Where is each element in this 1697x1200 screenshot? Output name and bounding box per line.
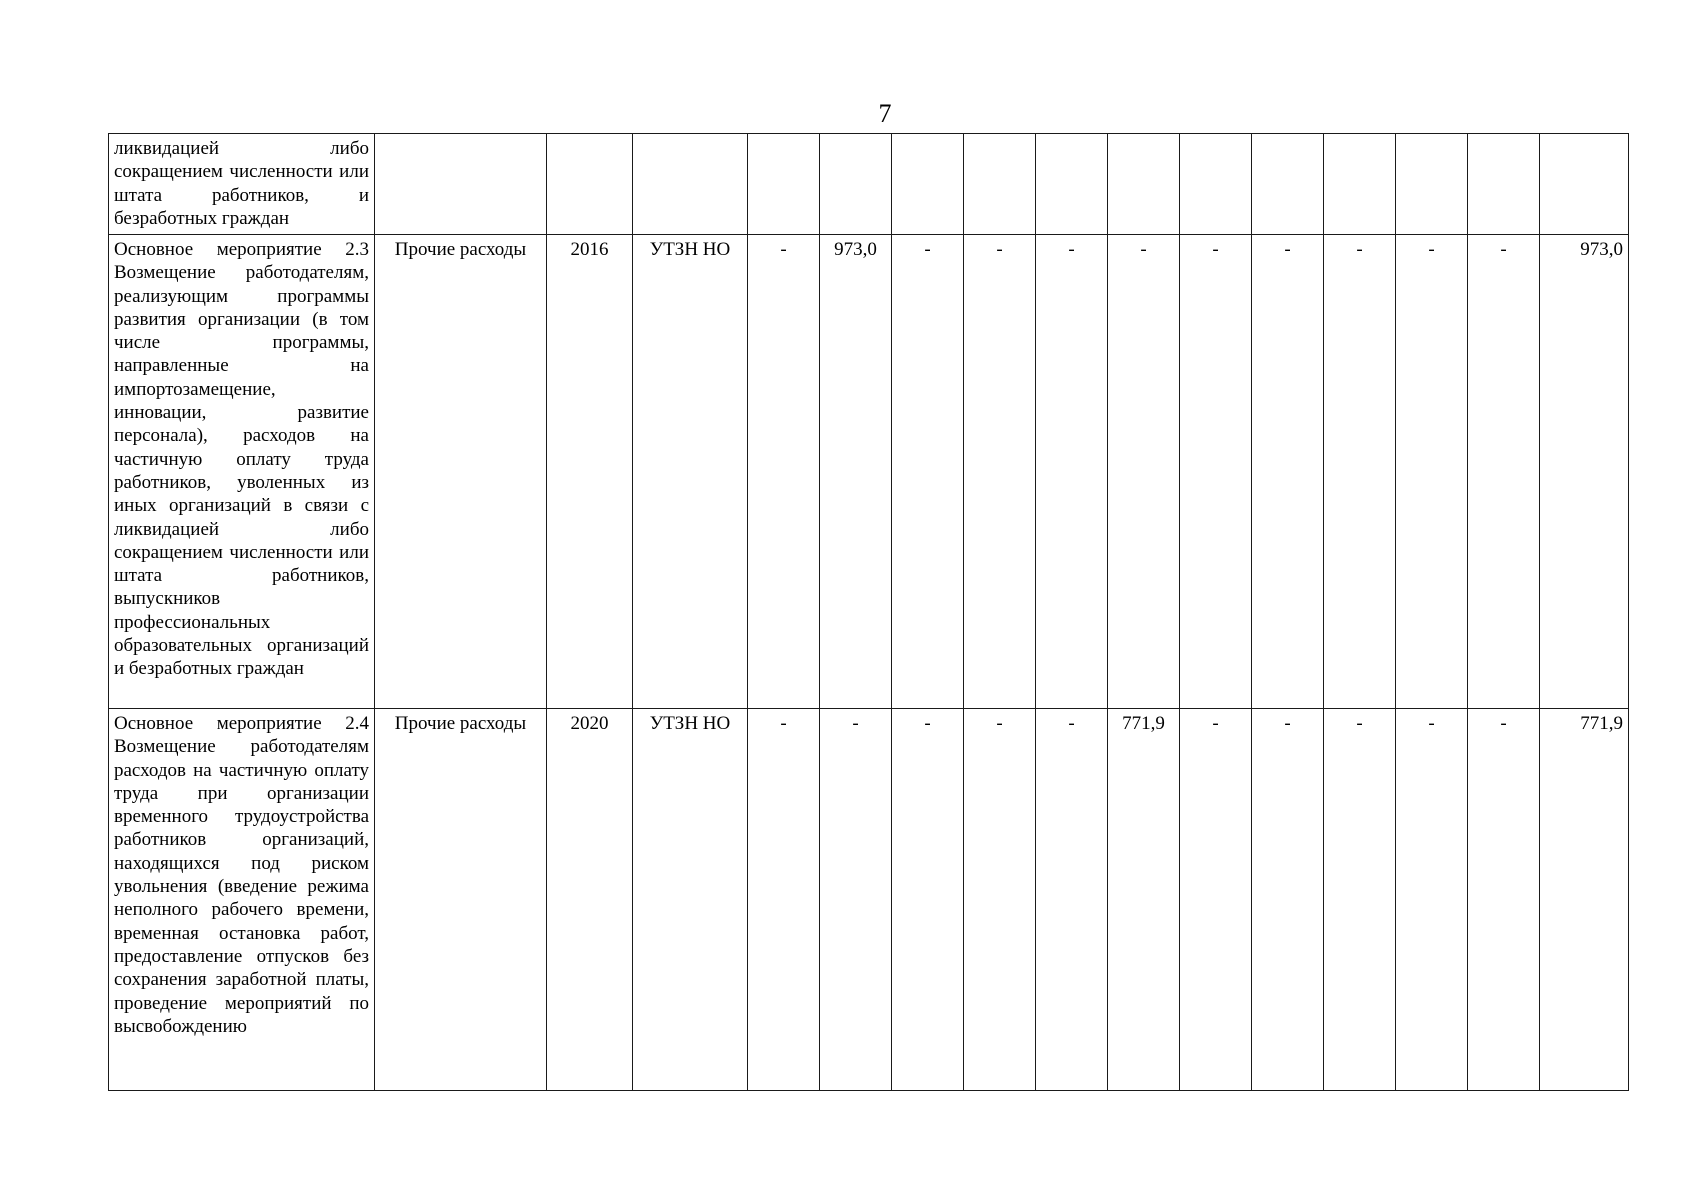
year-cell: 2016 <box>547 235 633 709</box>
value-cell: - <box>892 235 964 709</box>
value-cell <box>748 134 820 235</box>
table-row <box>109 235 1629 709</box>
value-cell <box>1468 134 1540 235</box>
value-cell <box>1180 134 1252 235</box>
total-cell: 771,9 <box>1540 709 1629 1091</box>
activity-description: ликвидацией либо сокращением численности или штата работников, и безработных граждан <box>109 134 375 235</box>
table-row <box>109 709 1629 1091</box>
executor-cell: УТЗН НО <box>633 709 748 1091</box>
value-cell: - <box>1252 235 1324 709</box>
expense-type-cell <box>375 134 547 235</box>
activity-description: Основное мероприятие 2.3 Возмещение работодателям, реализующим программы развития организации (в том числе программы, направленные на импортозамещение, инновации, развитие персонала), расходов на частичную оплату труда работников, уволенных из иных организаций в связи с ликвидацией либо сокращением численности или штата работников, выпускников профессиональных образовательных организаций и безработных граждан <box>109 235 375 709</box>
value-cell: - <box>1108 235 1180 709</box>
value-cell <box>1108 134 1180 235</box>
value-cell <box>1036 134 1108 235</box>
total-cell <box>1540 134 1629 235</box>
value-cell: - <box>964 709 1036 1091</box>
value-cell <box>892 134 964 235</box>
executor-cell: УТЗН НО <box>633 235 748 709</box>
value-cell <box>1324 134 1396 235</box>
value-cell: - <box>1324 709 1396 1091</box>
page-number: 7 <box>878 99 892 128</box>
expense-type-cell: Прочие расходы <box>375 709 547 1091</box>
value-cell: - <box>1180 709 1252 1091</box>
executor-cell <box>633 134 748 235</box>
value-cell: - <box>1036 709 1108 1091</box>
program-table <box>108 133 1629 1091</box>
value-cell: 771,9 <box>1108 709 1180 1091</box>
value-cell: - <box>748 235 820 709</box>
value-cell: - <box>1180 235 1252 709</box>
year-cell: 2020 <box>547 709 633 1091</box>
table-row <box>109 134 1629 235</box>
total-cell: 973,0 <box>1540 235 1629 709</box>
activity-description: Основное мероприятие 2.4 Возмещение работодателям расходов на частичную оплату труда при организации временного трудоустройства работников организаций, находящихся под риском увольнения (введение режима неполного рабочего времени, временная остановка работ, предоставление отпусков без сохранения заработной платы, проведение мероприятий по высвобождению <box>109 709 375 1091</box>
value-cell: - <box>1396 709 1468 1091</box>
value-cell: - <box>964 235 1036 709</box>
value-cell <box>964 134 1036 235</box>
value-cell: - <box>892 709 964 1091</box>
value-cell <box>820 134 892 235</box>
value-cell <box>1396 134 1468 235</box>
value-cell: - <box>1396 235 1468 709</box>
value-cell: - <box>1252 709 1324 1091</box>
value-cell: - <box>1468 235 1540 709</box>
year-cell <box>547 134 633 235</box>
value-cell: 973,0 <box>820 235 892 709</box>
value-cell: - <box>748 709 820 1091</box>
value-cell: - <box>1468 709 1540 1091</box>
value-cell: - <box>820 709 892 1091</box>
expense-type-cell: Прочие расходы <box>375 235 547 709</box>
value-cell: - <box>1036 235 1108 709</box>
value-cell: - <box>1324 235 1396 709</box>
value-cell <box>1252 134 1324 235</box>
